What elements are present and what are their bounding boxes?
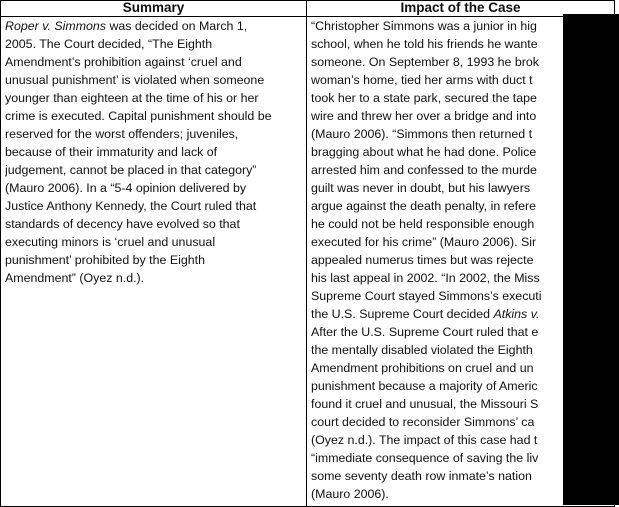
impact-text: Supreme Court stayed Simmons’s executi — [311, 289, 542, 303]
impact-italic-text: Atkins v. — [493, 307, 540, 321]
summary-text: Justice Anthony Kennedy, the Court ruled that — [5, 199, 257, 213]
summary-text: 2005. The Court decided, “The Eighth — [5, 37, 213, 51]
summary-line — [5, 35, 306, 53]
impact-text: (Mauro 2006). — [311, 487, 389, 501]
summary-line — [5, 179, 306, 197]
summary-italic-text: Roper v. Simmons — [5, 19, 106, 33]
summary-text: punishment’ prohibited by the Eighth — [5, 253, 205, 267]
summary-line — [5, 107, 306, 125]
summary-text: standards of decency have evolved so that — [5, 217, 240, 231]
impact-text: (Mauro 2006). “Simmons then returned t — [311, 127, 533, 141]
summary-line — [5, 89, 306, 107]
impact-text: the mentally disabled violated the Eighth — [311, 343, 533, 357]
summary-line — [5, 143, 306, 161]
summary-text: executing minors is ‘cruel and unusual — [5, 235, 216, 249]
impact-text: found it cruel and unusual, the Missouri S — [311, 397, 539, 411]
impact-text: woman’s home, tied her arms with duct t — [311, 73, 533, 87]
impact-text: punishment because a majority of Americ — [311, 379, 538, 393]
summary-text: unusual punishment’ is violated when someone — [5, 73, 265, 87]
header-row — [1, 1, 615, 17]
summary-text: (Mauro 2006). In a “5-4 opinion delivered by — [5, 181, 247, 195]
impact-text: some seventy death row inmate’s nation — [311, 469, 532, 483]
impact-text: appealed numerus times but was rejecte — [311, 253, 534, 267]
summary-text: reserved for the worst offenders; juveniles, — [5, 127, 239, 141]
header-impact: Impact of the Case — [307, 1, 615, 17]
summary-line — [5, 17, 306, 35]
summary-line — [5, 197, 306, 215]
summary-line — [5, 233, 306, 251]
summary-text: was decided on March 1, — [106, 19, 248, 33]
summary-text: crime is executed. Capital punishment should be — [5, 109, 272, 123]
impact-text: his last appeal in 2002. “In 2002, the Miss — [311, 271, 540, 285]
impact-text: school, when he told his friends he wante — [311, 37, 538, 51]
summary-text: younger than eighteen at the time of his or her — [5, 91, 259, 105]
impact-text: (Oyez n.d.). The impact of this case had t — [311, 433, 538, 447]
impact-text: guilt was never in doubt, but his lawyers — [311, 181, 531, 195]
summary-text: Amendment” (Oyez n.d.). — [5, 271, 145, 285]
summary-line — [5, 269, 306, 287]
header-summary: Summary — [1, 1, 307, 17]
summary-text: Amendment’s prohibition against ‘cruel and — [5, 55, 242, 69]
impact-text: he could not be held responsible enough — [311, 217, 535, 231]
impact-text: argue against the death penalty, in refere — [311, 199, 537, 213]
impact-text: wire and threw her over a bridge and into — [311, 109, 537, 123]
impact-text: arrested him and confessed to the murde — [311, 163, 537, 177]
impact-text: executed for his crime” (Mauro 2006). Sir — [311, 235, 537, 249]
summary-line — [5, 161, 306, 179]
impact-text: After the U.S. Supreme Court ruled that e — [311, 325, 539, 339]
content-row — [1, 17, 615, 507]
summary-line — [5, 215, 306, 233]
impact-text: bragging about what he had done. Police — [311, 145, 537, 159]
impact-text: “immediate consequence of saving the liv — [311, 451, 539, 465]
summary-line — [5, 71, 306, 89]
black-occlusion-bar — [563, 14, 619, 505]
summary-text: judgement, cannot be placed in that category” — [5, 163, 257, 177]
summary-line — [5, 125, 306, 143]
impact-text: someone. On September 8, 1993 he brok — [311, 55, 539, 69]
impact-text: the U.S. Supreme Court decided — [311, 307, 494, 321]
impact-text: “Christopher Simmons was a junior in hig — [311, 19, 537, 33]
impact-text: court decided to reconsider Simmons’ ca — [311, 415, 535, 429]
summary-cell — [1, 17, 307, 507]
summary-text: because of their immaturity and lack of — [5, 145, 218, 159]
summary-line — [5, 251, 306, 269]
impact-text: Amendment prohibitions on cruel and un — [311, 361, 534, 375]
impact-text: took her to a state park, secured the tape — [311, 91, 537, 105]
summary-line — [5, 53, 306, 71]
